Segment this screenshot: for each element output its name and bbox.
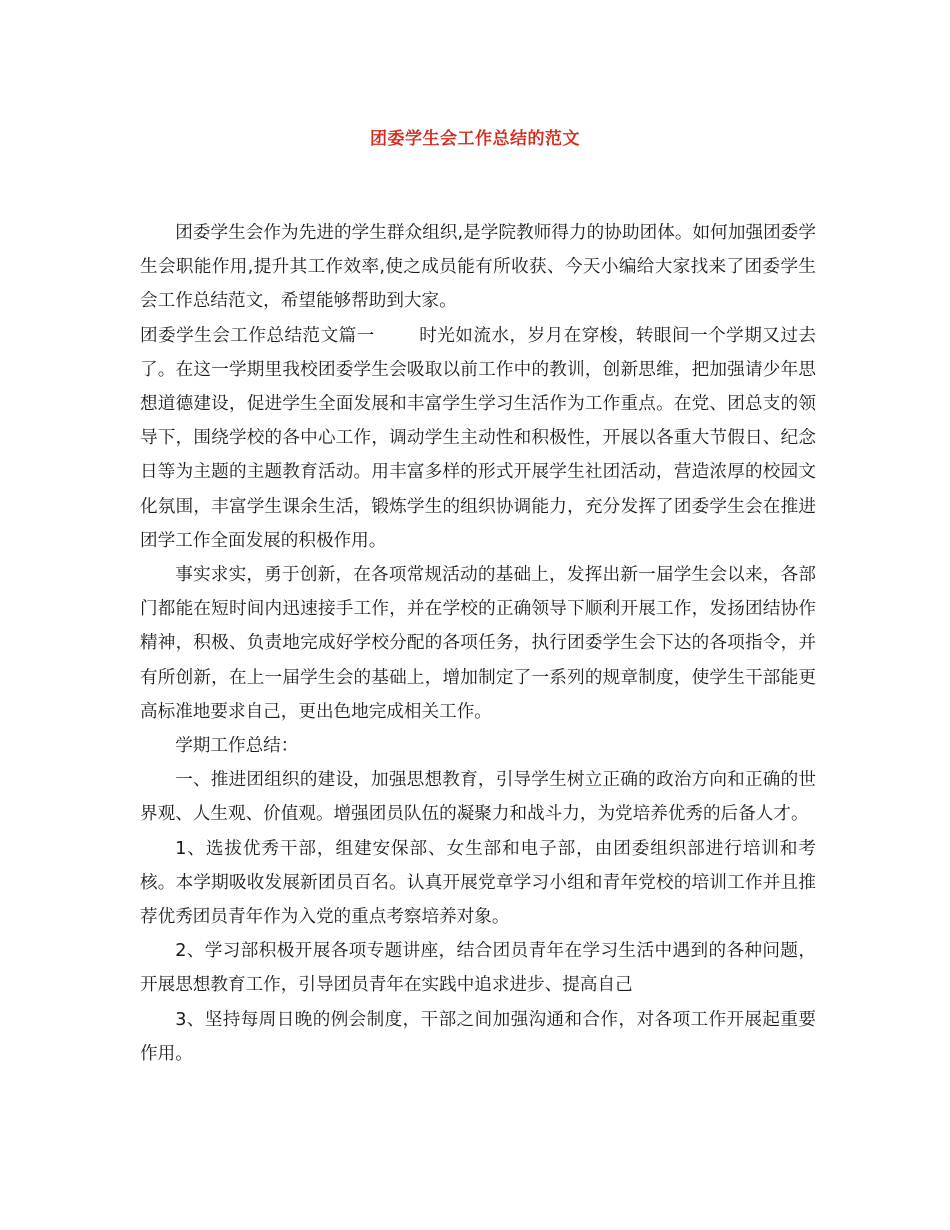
paragraph: 1、选拔优秀干部，组建安保部、女生部和电子部，由团委组织部进行培训和考核。本学期吸收发展新团员百名。认真开展党章学习小组和青年党校的培训工作并且推荐优秀团员青年作为入党的重点考察培养对象。 bbox=[140, 838, 816, 928]
section-paragraph bbox=[140, 319, 816, 558]
paragraph: 2、学习部积极开展各项专题讲座，结合团员青年在学习生活中遇到的各种问题，开展思想教育工作，引导团员青年在实践中追求进步、提高自己 bbox=[140, 941, 816, 996]
document-title: 团委学生会工作总结的范文 bbox=[370, 129, 580, 149]
intro-paragraph: 团委学生会作为先进的学生群众组织,是学院教师得力的协助团体。如何加强团委学生会职能作用,提升其工作效率,使之成员能有所收获、今天小编给大家找来了团委学生会工作总结范文，希望能够帮助到大家。 bbox=[140, 223, 816, 312]
section-label: 团委学生会工作总结范文篇一 bbox=[140, 325, 375, 346]
paragraph: 3、坚持每周日晚的例会制度，干部之间加强沟通和合作，对各项工作开展起重要作用。 bbox=[140, 1009, 816, 1064]
document-body bbox=[140, 216, 816, 1071]
section-text: 时光如流水，岁月在穿梭，转眼间一个学期又过去了。在这一学期里我校团委学生会吸取以前工作中的教训，创新思维，把加强请少年思想道德建设，促进学生全面发展和丰富学生学习生活作为工作重点。在党、团总支的领导下，围绕学校的各中心工作，调动学生主动性和积极性，开展以各重大节假日、纪念日等为主题的主题教育活动。用丰富多样的形式开展学生社团活动，营造浓厚的校园文化氛围，丰富学生课余生活，锻炼学生的组织协调能力，充分发挥了团委学生会在推进团学工作全面发展的积极作用。 bbox=[140, 325, 816, 551]
paragraph-heading: 学期工作总结： bbox=[175, 736, 299, 757]
paragraph: 事实求实，勇于创新，在各项常规活动的基础上，发挥出新一届学生会以来，各部门都能在短时间内迅速接手工作，并在学校的正确领导下顺利开展工作，发扬团结协作精神，积极、负责地完成好学校分配的各项任务，执行团委学生会下达的各项指令，并有所创新，在上一届学生会的基础上，增加制定了一系列的规章制度，使学生干部能更高标准地要求自己，更出色地完成相关工作。 bbox=[140, 565, 816, 722]
paragraph: 一、推进团组织的建设，加强思想教育，引导学生树立正确的政治方向和正确的世界观、人生观、价值观。增强团员队伍的凝聚力和战斗力，为党培养优秀的后备人才。 bbox=[140, 770, 816, 825]
